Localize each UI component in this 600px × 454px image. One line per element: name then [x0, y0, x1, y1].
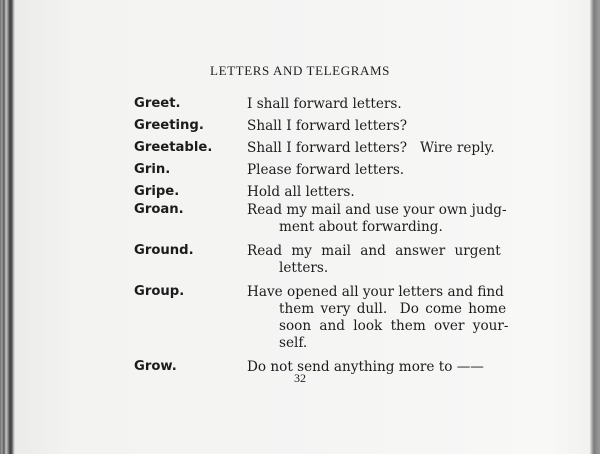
meaning-line: Read my mail and use your own judg- — [247, 202, 507, 218]
meaning-line: Hold all letters. — [247, 184, 355, 200]
meaning-line: them very dull. Do come home — [279, 301, 507, 317]
code-entry — [134, 115, 534, 137]
code-meaning — [247, 199, 517, 236]
code-entry — [134, 137, 534, 159]
meaning-line: ment about forwarding. — [279, 219, 443, 235]
code-meaning — [247, 93, 517, 115]
code-word: Grow. — [134, 359, 177, 374]
code-entries-list — [134, 93, 534, 378]
meaning-line: soon and look them over your- — [279, 318, 509, 334]
meaning-line: Shall I forward letters? — [247, 118, 407, 134]
code-entry — [134, 281, 534, 352]
code-word: Groan. — [134, 202, 184, 217]
meaning-line: I shall forward letters. — [247, 96, 402, 112]
code-entry — [134, 159, 534, 181]
meaning-line: Have opened all your letters and find — [247, 284, 504, 300]
code-word: Greetable. — [134, 140, 213, 155]
code-word: Greet. — [134, 96, 181, 111]
code-meaning — [247, 159, 517, 181]
code-word: Gripe. — [134, 184, 180, 199]
meaning-line: Read my mail and answer urgent — [247, 243, 501, 259]
code-meaning — [247, 115, 517, 137]
code-word: Ground. — [134, 243, 194, 258]
page-number: 32 — [294, 371, 306, 385]
code-meaning — [247, 137, 517, 159]
code-entry — [134, 93, 534, 115]
code-entry — [134, 199, 534, 236]
meaning-line: Do not send anything more to —— — [247, 359, 484, 375]
meaning-line: Shall I forward letters? Wire reply. — [247, 140, 495, 156]
code-word: Greeting. — [134, 118, 204, 133]
meaning-line: Please forward letters. — [247, 162, 405, 178]
code-word: Group. — [134, 284, 185, 299]
meaning-line: letters. — [279, 260, 329, 276]
meaning-line: self. — [279, 335, 308, 351]
code-entry — [134, 240, 534, 277]
code-meaning — [247, 240, 517, 277]
code-word: Grin. — [134, 162, 171, 177]
running-head: LETTERS AND TELEGRAMS — [210, 63, 390, 78]
code-meaning — [247, 281, 517, 352]
